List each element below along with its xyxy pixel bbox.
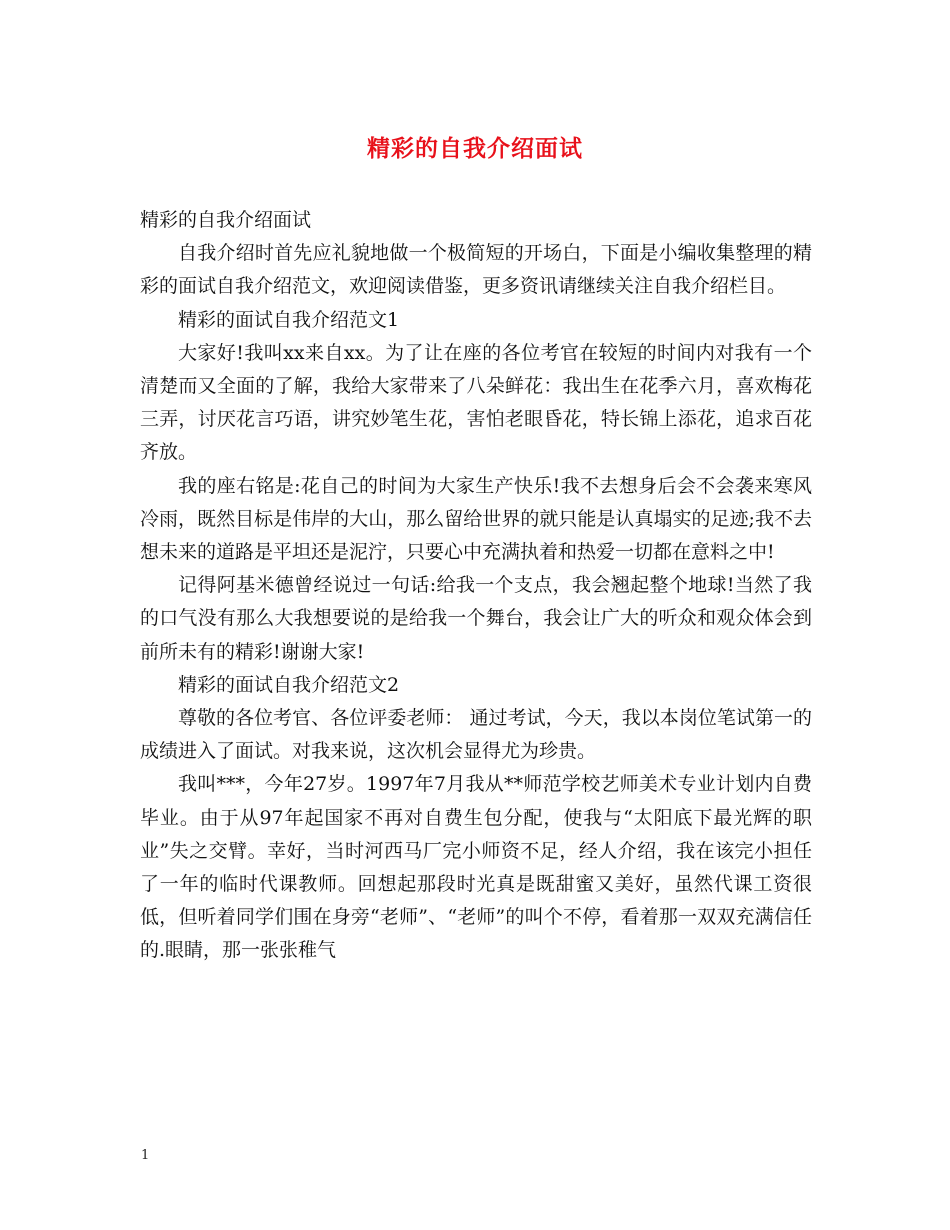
paragraph: 我叫***，今年27岁。1997年7月我从**师范学校艺师美术专业计划内自费毕业。由于从97年起国家不再对自费生包分配，使我与“太阳底下最光辉的职业”失之交臂。幸好，当时河西马厂完小师资不足，经人介绍，我在该完小担任了一年的临时代课教师。回想起那段时光真是既甜蜜又美好，虽然代课工资很低，但听着同学们围在身旁“老师”、“老师”的叫个不停，看着那一双双充满信任的.眼睛，那一张张稚气 [140,773,812,962]
paragraph: 我的座右铭是:花自己的时间为大家生产快乐!我不去想身后会不会袭来寒风冷雨，既然目标是伟岸的大山，那么留给世界的就只能是认真塌实的足迹;我不去想未来的道路是平坦还是泥泞，只要心中充满执着和热爱一切都在意料之中! [140,474,812,564]
section-heading: 精彩的面试自我介绍范文2 [178,673,400,696]
paragraph: 记得阿基米德曾经说过一句话:给我一个支点，我会翘起整个地球!当然了我的口气没有那么大我想要说的是给我一个舞台，我会让广大的听众和观众体会到前所未有的精彩!谢谢大家! [140,574,812,663]
page-number: 1 [141,1148,150,1163]
document-title: 精彩的自我介绍面试 [367,135,583,162]
document-body [140,204,812,968]
section-heading: 精彩的面试自我介绍范文1 [178,308,400,331]
paragraph: 大家好!我叫xx来自xx。为了让在座的各位考官在较短的时间内对我有一个清楚而又全面的了解，我给大家带来了八朵鲜花：我出生在花季六月，喜欢梅花三弄，讨厌花言巧语，讲究妙笔生花，害怕老眼昏花，特长锦上添花，追求百花齐放。 [140,341,812,464]
paragraph: 尊敬的各位考官、各位评委老师： 通过考试，今天，我以本岗位笔试第一的成绩进入了面试。对我来说，这次机会显得尤为珍贵。 [140,707,812,763]
paragraph: 自我介绍时首先应礼貌地做一个极简短的开场白，下面是小编收集整理的精彩的面试自我介绍范文，欢迎阅读借鉴，更多资讯请继续关注自我介绍栏目。 [140,242,812,298]
paragraph: 精彩的自我介绍面试 [140,209,312,231]
